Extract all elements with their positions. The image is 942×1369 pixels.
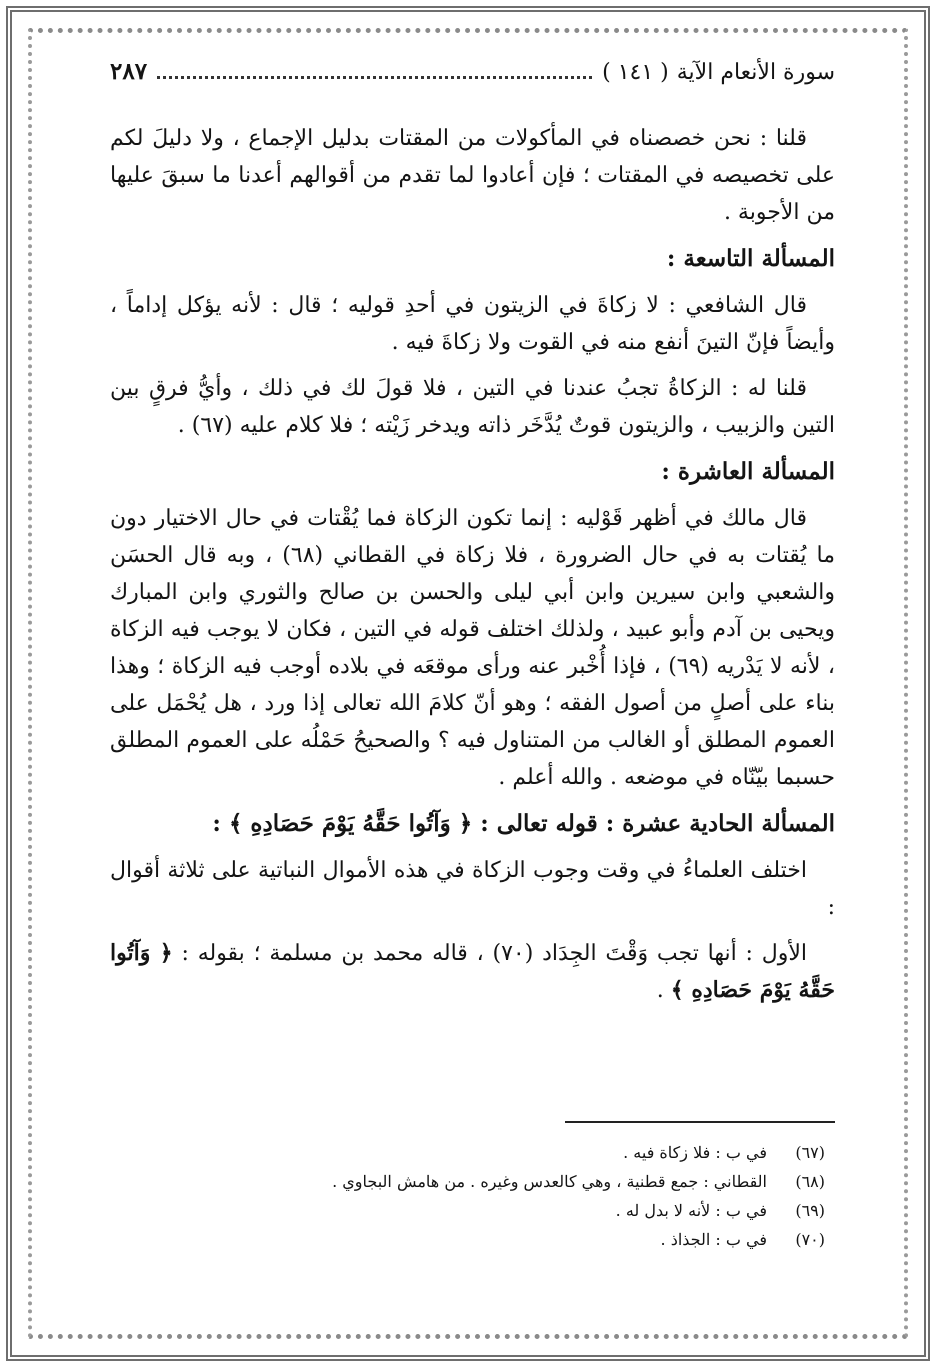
- heading-issue-10: المسألة العاشرة :: [661, 458, 835, 485]
- heading-issue-9: المسألة التاسعة :: [666, 245, 835, 272]
- verse-number: ( ١٤١ ): [602, 60, 669, 85]
- footnote-text: في ب : الجذاذ .: [660, 1230, 767, 1249]
- footnote-separator: [565, 1121, 835, 1123]
- footnote-text: القطاني : جمع قطنية ، وهي كالعدس وغيره . من هامش البجاوي .: [332, 1172, 767, 1191]
- footnote: [125, 1167, 825, 1196]
- first-opinion-end: .: [656, 978, 664, 1003]
- footnote-number: (٦٩): [795, 1201, 825, 1220]
- footnote-number: (٧٠): [795, 1230, 825, 1249]
- footnote: [125, 1138, 825, 1167]
- paragraph-shafii: قال الشافعي : لا زكاةَ في الزيتون في أحدِ قوليه ؛ قال : لأنه يؤكل إداماً ، وأيضاً فإنّ التينَ أنفع منه في القوت ولا زكاةَ فيه .: [110, 293, 835, 355]
- footnotes: [125, 1138, 825, 1254]
- running-header: [110, 58, 835, 98]
- footnote: [125, 1196, 825, 1225]
- surah-title: سورة الأنعام الآية: [676, 60, 835, 85]
- heading-issue-11-label: المسألة الحادية عشرة : قوله تعالى :: [480, 810, 835, 837]
- paragraph-reply-2: قلنا له : الزكاةُ تجبُ عندنا في التين ، فلا قولَ لك في ذلك ، وأيُّ فرقٍ بين التين والزبيب ، والزيتون قوتٌ يُدَّخَر ذاته ويدخر زَيْته ؛ فلا كلام عليه (٦٧) .: [110, 376, 835, 438]
- footnote-text: في ب : فلا زكاة فيه .: [623, 1143, 767, 1162]
- heading-issue-11: المسألة الحادية عشرة : قوله تعالى : ﴿ وَآتُوا حَقَّهُ يَوْمَ حَصَادِهِ ﴾ :: [212, 810, 835, 837]
- paragraph-malik: قال مالك في أظهر قَوْليه : إنما تكون الزكاة فما يُقْتات في حال الاختيار دون ما يُقتات به في حال الضرورة ، فلا زكاة في القطاني (٦٨) ، وبه قال الحسَن والشعبي وابن سيرين وابن أبي ليلى والحسن بن صالح والثوري وابن المبارك ويحيى بن آدم وأبو عبيد ، ولذلك اختلف قوله في التين ، فكان لا يوجب فيه الزكاة ، لأنه لا يَدْريه (٦٩) ، فإذا أُخْبر عنه ورأى موقعَه في بلاده أوجب فيه الزكاة ؛ وهذا بناء على أصلٍ من أصول الفقه ؛ وهو أنّ كلامَ الله تعالى إذا ورد ، هل يُحْمَل على العموم المطلق أو الغالب من المتناول فيه ؟ والصحيحُ حَمْلُه على العموم المطلق حسبما بيّنّاه في موضعه . والله أعلم .: [110, 506, 836, 790]
- footnote-number: (٦٨): [795, 1172, 825, 1191]
- quran-quote-2: ﴿ وَآتُوا حَقَّهُ يَوْمَ حَصَادِهِ ﴾: [110, 940, 835, 1003]
- main-text: [110, 120, 835, 1009]
- first-opinion-text: الأول : أنها تجب وَقْتَ الجِدَاد (٧٠) ، قاله محمد بن مسلمة ؛ بقوله :: [181, 941, 807, 966]
- paragraph-first-opinion: [110, 935, 835, 1009]
- paragraph-reply-1: قلنا : نحن خصصناه في المأكولات من المقتات بدليل الإجماع ، ولا دليلَ لكم على تخصيصه في المقتات ؛ فإن أعادوا لما تقدم من أقوالهم أعدنا ما سبقَ عليها من الأجوبة .: [110, 126, 835, 225]
- paragraph-opinions: اختلف العلماءُ في وقت وجوب الزكاة في هذه الأموال النباتية على ثلاثة أقوال :: [110, 858, 835, 920]
- book-page: [110, 58, 835, 1298]
- footnote: [125, 1225, 825, 1254]
- footnote-text: في ب : لأنه لا بدل له .: [615, 1201, 767, 1220]
- page-number: ٢٨٧: [110, 58, 148, 85]
- footnote-number: (٦٧): [795, 1143, 825, 1162]
- quran-quote: ﴿ وَآتُوا حَقَّهُ يَوْمَ حَصَادِهِ ﴾: [228, 810, 473, 837]
- header-dot-leader: [157, 76, 592, 79]
